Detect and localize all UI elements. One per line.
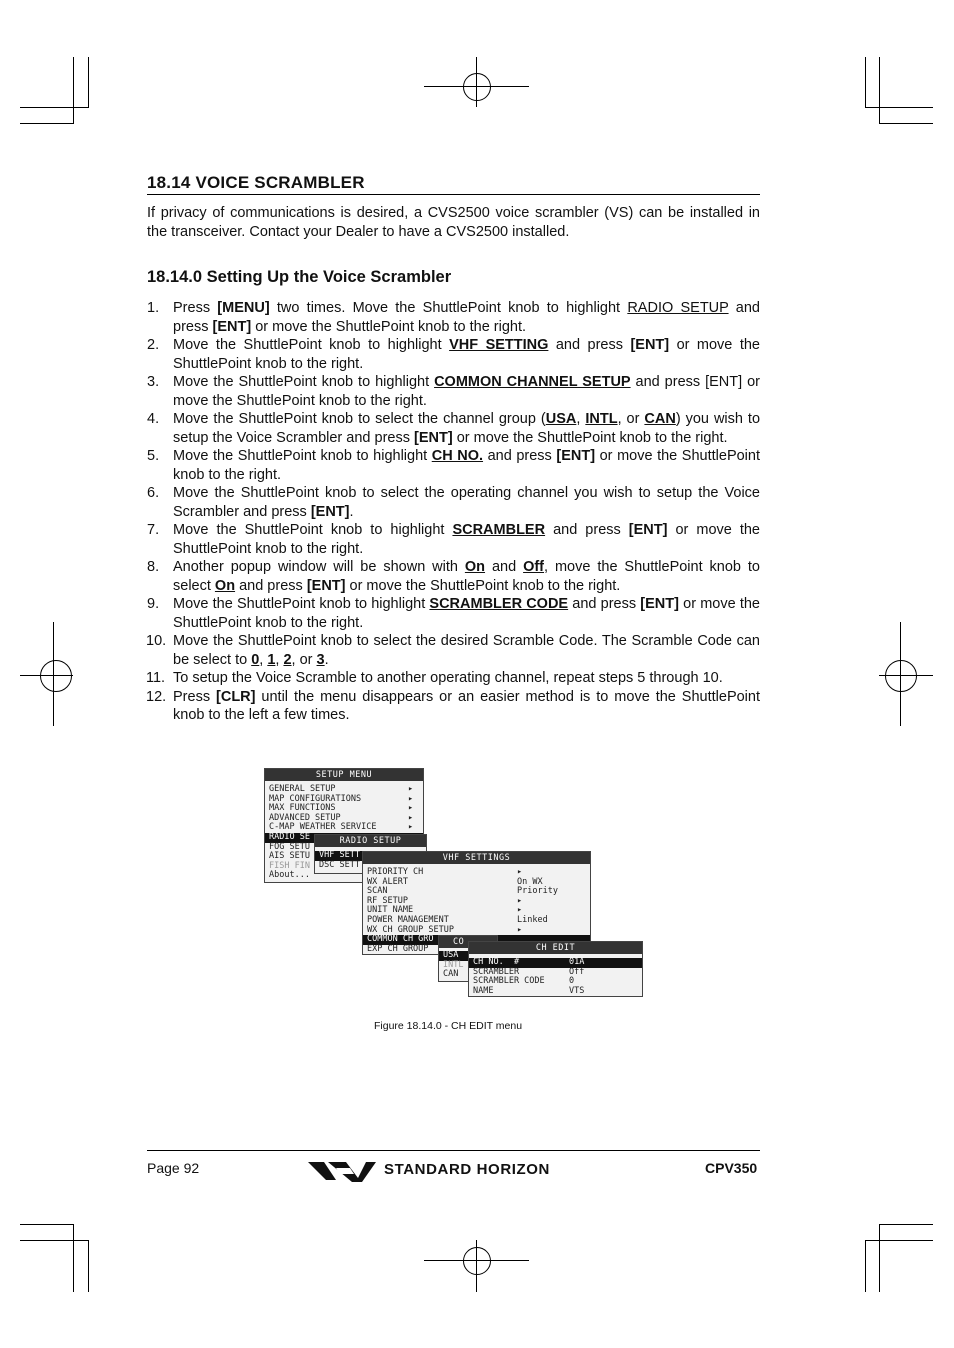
crop-mark	[879, 57, 880, 123]
menu-item-label: ADVANCED SETUP	[269, 812, 341, 823]
crop-mark	[865, 1240, 866, 1292]
section-title: 18.14 VOICE SCRAMBLER	[147, 173, 365, 192]
step-number: 7.	[147, 522, 160, 538]
brand-name: STANDARD HORIZON	[384, 1161, 550, 1178]
crop-mark	[879, 123, 933, 124]
crop-mark	[879, 1224, 880, 1292]
menu-item-label: C-MAP WEATHER SERVICE	[269, 822, 377, 833]
menu-item-value: ▸	[517, 905, 523, 916]
menu-item-label: WX ALERT	[367, 876, 408, 887]
step-text: Move the ShuttlePoint knob to highlight COMMON CHANNEL SETUP and press [ENT] or move the ShuttlePoint knob to the right.	[173, 374, 760, 409]
crop-mark	[879, 1224, 933, 1225]
menu-item-label: CAN	[443, 969, 459, 980]
menu-item-value: ▸	[517, 924, 523, 935]
menu-item-label: MAX FUNCTIONS	[269, 803, 336, 814]
step-text: To setup the Voice Scramble to another operating channel, repeat steps 5 through 10.	[173, 670, 723, 686]
step-number: 12.	[146, 688, 167, 705]
menu-item-label: WX CH GROUP SETUP	[367, 924, 454, 935]
crop-mark	[865, 107, 933, 108]
radio-setup-title: RADIO SETUP	[315, 835, 426, 847]
registration-line	[900, 622, 901, 726]
menu-item-value: ▸	[408, 812, 414, 823]
menu-item[interactable]	[469, 977, 642, 987]
menu-item-label: NAME	[473, 985, 494, 996]
step-item	[147, 299, 760, 336]
brand-mark-icon	[306, 1158, 378, 1184]
menu-item-label: About...	[269, 870, 310, 881]
menu-item-label: RADIO SE	[269, 831, 310, 842]
step-number: 2.	[147, 337, 160, 353]
step-number: 1.	[147, 300, 160, 316]
registration-target	[40, 660, 72, 692]
menu-item-label: INTL	[443, 959, 464, 970]
menu-item-value: Off	[569, 966, 585, 977]
menu-item-label: SCAN	[367, 886, 388, 897]
crop-mark	[73, 1224, 74, 1292]
menu-item-label: CH NO. #	[473, 957, 520, 967]
registration-line	[20, 675, 73, 676]
registration-target	[885, 660, 917, 692]
step-item	[147, 373, 760, 410]
menu-item-label: COMMON CH GRO	[367, 934, 434, 945]
menu-item-label: FOG SETU	[269, 841, 310, 852]
step-text: Move the ShuttlePoint knob to select the desired Scramble Code. The Scramble Code can be select to 0, 1, 2, or 3.	[173, 633, 760, 668]
crop-mark	[865, 57, 866, 108]
subsection-title: 18.14.0 Setting Up the Voice Scrambler	[147, 268, 452, 286]
setup-menu-title: SETUP MENU	[265, 769, 423, 781]
menu-item-value: ▸	[517, 867, 523, 877]
crop-mark	[20, 107, 88, 108]
ch-edit-window	[468, 941, 643, 997]
menu-item[interactable]	[469, 987, 642, 997]
menu-item-label: DSC SETT	[319, 859, 360, 870]
brand-logo	[306, 1158, 602, 1184]
menu-item-value: VTS	[569, 985, 585, 996]
step-item	[147, 558, 760, 595]
crop-mark	[20, 1240, 88, 1241]
step-item	[147, 595, 760, 632]
step-text: Move the ShuttlePoint knob to select the operating channel you wish to setup the Voice Scrambler and press [ENT].	[173, 485, 760, 520]
menu-item-label: POWER MANAGEMENT	[367, 914, 449, 925]
menu-item-value: Priority	[517, 886, 558, 897]
menu-item-label: RF SETUP	[367, 895, 408, 906]
menu-item-value: 0	[569, 976, 575, 987]
step-number: 5.	[147, 448, 160, 464]
registration-target	[463, 73, 491, 101]
step-text: Move the ShuttlePoint knob to highlight VHF SETTING and press [ENT] or move the ShuttlePoint knob to the right.	[173, 337, 760, 372]
step-number: 3.	[147, 374, 160, 390]
crop-mark	[73, 57, 74, 123]
footer-rule	[147, 1150, 760, 1151]
common-group-title: CO	[439, 936, 497, 948]
step-number: 10.	[146, 633, 167, 649]
step-number: 6.	[147, 485, 160, 501]
step-number: 8.	[147, 559, 160, 575]
step-number: 11.	[146, 670, 166, 686]
menu-item-label: FISH FIN	[269, 860, 310, 871]
crop-mark	[88, 1240, 89, 1292]
step-number: 4.	[147, 411, 160, 427]
menu-item-value: ▸	[408, 822, 414, 833]
menu-item-value: On WX	[517, 876, 543, 887]
registration-line	[53, 622, 54, 726]
menu-item-label: SCRAMBLER	[473, 966, 520, 977]
step-text: Move the ShuttlePoint knob to highlight CH NO. and press [ENT] or move the ShuttlePoint knob to the right.	[173, 448, 760, 483]
step-text: Another popup window will be shown with On and Off, move the ShuttlePoint knob to select On and press [ENT] or move the ShuttlePoint knob to the right.	[173, 559, 760, 594]
figure-caption: Figure 18.14.0 - CH EDIT menu	[374, 1020, 523, 1032]
menu-item-label: VHF SETT	[319, 850, 360, 860]
menu-item-label: SCRAMBLER CODE	[473, 976, 545, 987]
menu-item-value: ▸	[517, 895, 523, 906]
model-name: CPV350	[705, 1160, 758, 1176]
intro-paragraph: If privacy of communications is desired, a CVS2500 voice scrambler (VS) can be installed in the transceiver. Contact your Dealer to have a CVS2500 installed.	[147, 205, 760, 240]
menu-item-value: ▸	[408, 793, 414, 804]
steps-list	[147, 299, 760, 725]
ch-edit-title: CH EDIT	[469, 942, 642, 954]
registration-line	[476, 57, 477, 107]
step-item	[147, 410, 760, 447]
menu-item-label: PRIORITY CH	[367, 867, 424, 877]
menu-item-label: AIS SETU	[269, 851, 310, 862]
step-item	[147, 669, 760, 688]
vhf-settings-title: VHF SETTINGS	[363, 852, 590, 864]
menu-item-label: MAP CONFIGURATIONS	[269, 793, 362, 804]
heading-rule	[147, 194, 760, 195]
step-item	[147, 632, 760, 669]
registration-line	[476, 1240, 477, 1292]
step-item	[147, 484, 760, 521]
page-number: Page 92	[147, 1160, 200, 1176]
crop-mark	[865, 1240, 933, 1241]
step-text: Move the ShuttlePoint knob to select the channel group (USA, INTL, or CAN) you wish to setup the Voice Scrambler and press [ENT] or move the ShuttlePoint knob to the right.	[173, 411, 761, 446]
step-item	[147, 336, 760, 373]
menu-item-label: UNIT NAME	[367, 905, 414, 916]
menu-item-value: 01A	[569, 957, 585, 967]
step-text: Move the ShuttlePoint knob to highlight SCRAMBLER and press [ENT] or move the ShuttlePoint knob to the right.	[173, 522, 760, 557]
step-text: Press [CLR] until the menu disappears or an easier method is to move the ShuttlePoint knob to the left a few times.	[173, 688, 760, 723]
registration-target	[463, 1247, 491, 1275]
crop-mark	[88, 57, 89, 108]
crop-mark	[20, 1224, 74, 1225]
menu-item-label: GENERAL SETUP	[269, 784, 336, 794]
registration-line	[879, 675, 933, 676]
menu-item-value: Linked	[517, 914, 548, 925]
step-text: Press [MENU] two times. Move the ShuttlePoint knob to highlight RADIO SETUP and press [ENT] or move the ShuttlePoint knob to the right.	[173, 300, 760, 335]
menu-item-value: ▸	[408, 803, 414, 814]
step-text: Move the ShuttlePoint knob to highlight SCRAMBLER CODE and press [ENT] or move the ShuttlePoint knob to the right.	[173, 596, 760, 631]
step-number: 9.	[147, 596, 160, 612]
step-item	[147, 688, 760, 725]
step-item	[147, 447, 760, 484]
step-item	[147, 521, 760, 558]
menu-item-value: ▸	[408, 784, 414, 794]
crop-mark	[20, 123, 74, 124]
menu-item-label: USA	[443, 950, 459, 960]
menu-item-label: EXP CH GROUP	[367, 943, 429, 954]
